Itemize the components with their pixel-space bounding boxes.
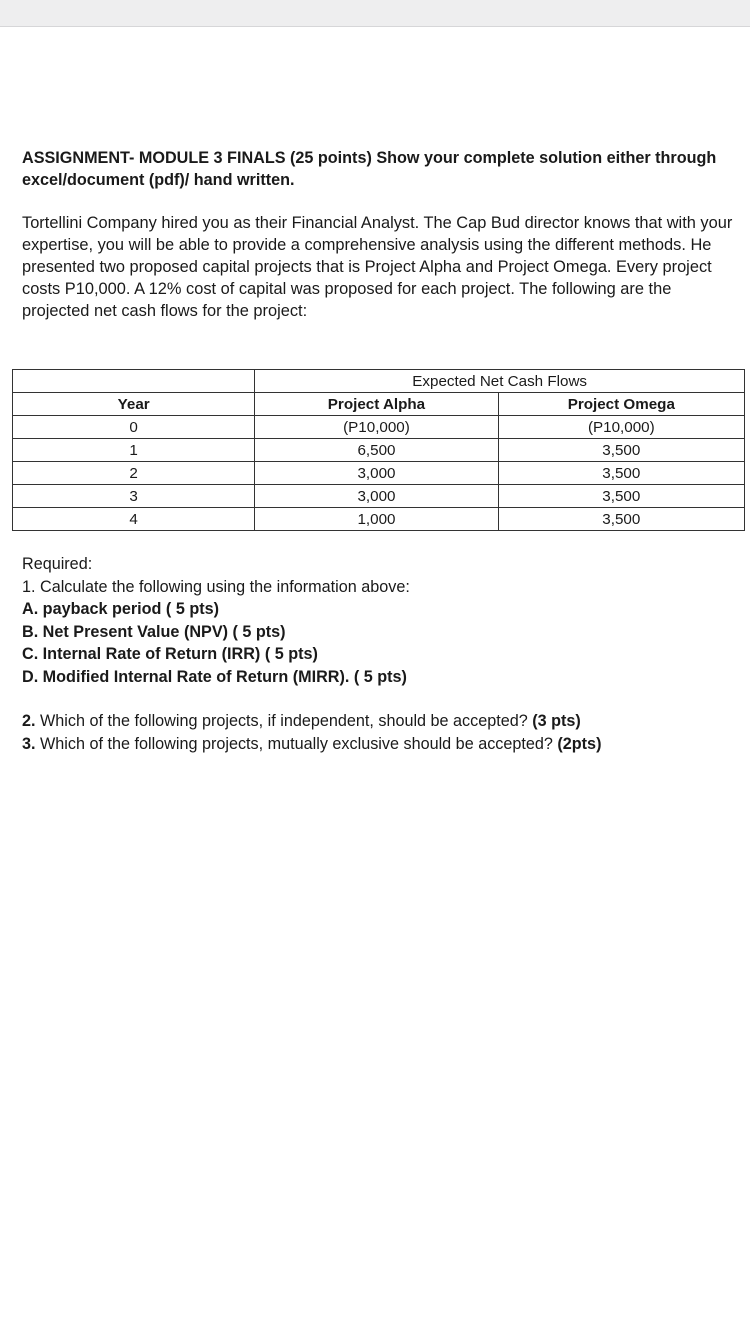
assignment-content [22, 147, 740, 322]
cell-year: 0 [13, 416, 255, 439]
table-row [13, 508, 745, 531]
item-npv: B. Net Present Value (NPV) ( 5 pts) [22, 622, 286, 641]
top-bar [0, 0, 750, 27]
cell-omega: 3,500 [498, 462, 744, 485]
question-3-number: 3. [22, 734, 36, 753]
question-3-text: Which of the following projects, mutually exclusive should be accepted? [35, 734, 558, 753]
table-row [13, 485, 745, 508]
header-project-omega: Project Omega [498, 393, 744, 416]
required-section [22, 553, 742, 755]
table-header-row [13, 393, 745, 416]
question-1: 1. Calculate the following using the information above: [22, 577, 410, 596]
table-empty-cell [13, 370, 255, 393]
cell-year: 1 [13, 439, 255, 462]
question-2 [22, 710, 742, 733]
table-row [13, 416, 745, 439]
item-mirr: D. Modified Internal Rate of Return (MIRR). ( 5 pts) [22, 667, 407, 686]
intro-paragraph: Tortellini Company hired you as their Financial Analyst. The Cap Bud director knows that with your expertise, you will be able to provide a comprehensive analysis using the different methods. He presented two proposed capital projects that is Project Alpha and Project Omega. Every project costs P10,000. A 12% cost of capital was proposed for each project. The following are the projected net cash flows for the project: [22, 214, 733, 320]
question-2-text: Which of the following projects, if independent, should be accepted? [35, 712, 533, 730]
item-irr: C. Internal Rate of Return (IRR) ( 5 pts) [22, 645, 318, 663]
cell-alpha: 3,000 [255, 485, 498, 508]
table-row [13, 462, 745, 485]
item-payback: A. payback period ( 5 pts) [22, 600, 219, 618]
cell-omega: 3,500 [498, 485, 744, 508]
header-year: Year [13, 393, 255, 416]
cash-flow-table [12, 369, 745, 531]
cell-omega: 3,500 [498, 439, 744, 462]
cell-alpha: 1,000 [255, 508, 498, 531]
question-3-points: (2pts) [557, 734, 602, 753]
cell-omega: 3,500 [498, 508, 744, 531]
cell-alpha: 6,500 [255, 439, 498, 462]
cell-alpha: (P10,000) [255, 416, 498, 439]
spacer [22, 688, 742, 710]
cell-omega: (P10,000) [498, 416, 744, 439]
required-label: Required: [22, 555, 93, 573]
cell-year: 3 [13, 485, 255, 508]
group-header: Expected Net Cash Flows [255, 370, 745, 393]
table-group-header-row [13, 370, 745, 393]
assignment-heading: ASSIGNMENT- MODULE 3 FINALS (25 points) Show your complete solution either through excel/document (pdf)/ hand written. [22, 149, 717, 189]
header-project-alpha: Project Alpha [255, 393, 498, 416]
cell-year: 2 [13, 462, 255, 485]
question-3 [22, 733, 742, 756]
cell-year: 4 [13, 508, 255, 531]
cell-alpha: 3,000 [255, 462, 498, 485]
table-row [13, 439, 745, 462]
question-2-points: (3 pts) [532, 712, 581, 730]
question-2-number: 2. [22, 712, 36, 730]
